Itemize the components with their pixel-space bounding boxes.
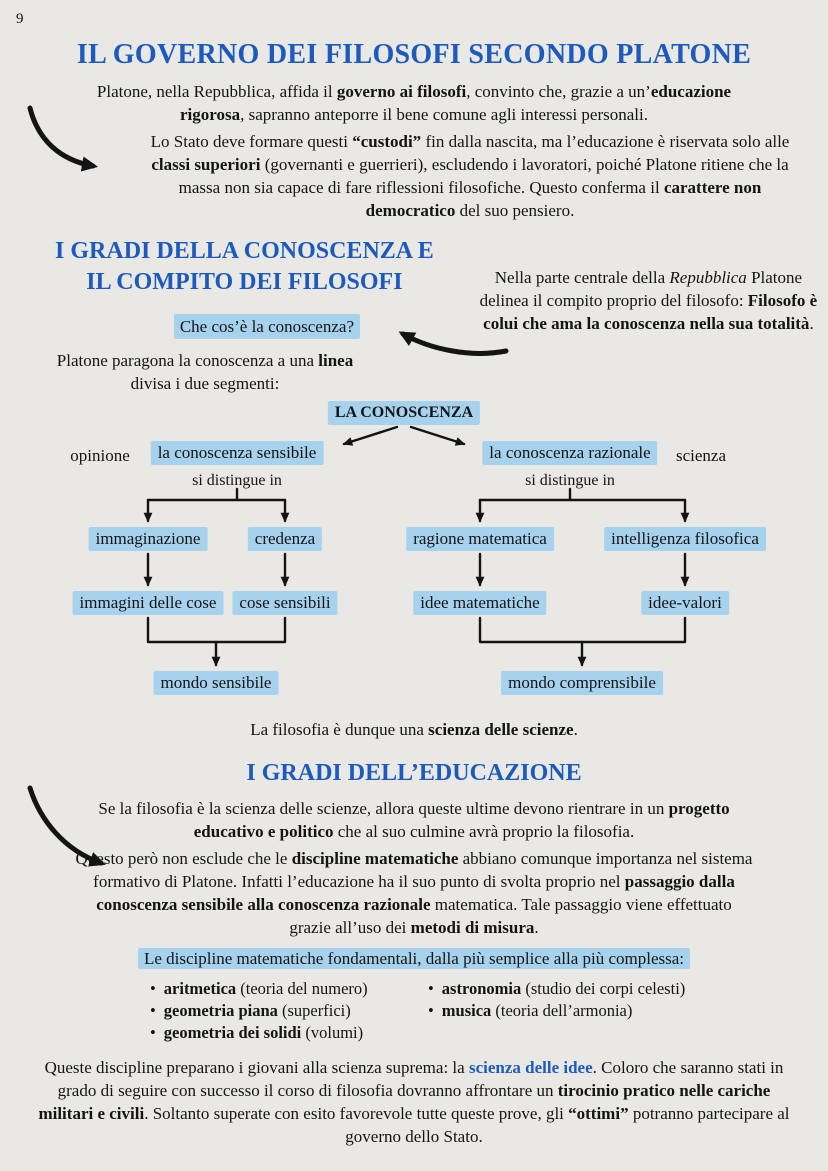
node-mondo-sensibile: mondo sensibile xyxy=(154,671,279,695)
line-comparison-note: Platone paragona la conoscenza a una linea divisa i due segmenti: xyxy=(56,351,354,393)
list-item-text: geometria piana (superfici) xyxy=(163,1001,351,1020)
question-highlight: Che cos’è la conoscenza? xyxy=(174,314,360,339)
label-opinione: opinione xyxy=(70,446,130,465)
label-si-distingue-in-left: si distingue in xyxy=(192,472,282,489)
list-item-text: aritmetica (teoria del numero) xyxy=(163,979,368,998)
node-intelligenza-filosofica: intelligenza filosofica xyxy=(604,527,766,551)
bullet-dot-icon: • xyxy=(150,1001,156,1020)
list-item xyxy=(150,1000,428,1022)
page-number: 9 xyxy=(16,11,24,27)
disciplines-list xyxy=(150,978,828,1044)
knowledge-heading xyxy=(10,236,479,298)
node-immaginazione: immaginazione xyxy=(89,527,208,551)
label-si-distingue-in-right: si distingue in xyxy=(525,472,615,489)
list-item-text: astronomia (studio dei corpi celesti) xyxy=(441,979,686,998)
knowledge-diagram xyxy=(0,399,828,704)
knowledge-heading-line2: IL COMPITO DEI FILOSOFI xyxy=(86,269,403,295)
node-mondo-comprensibile: mondo comprensibile xyxy=(501,671,663,695)
list-item-text: geometria dei solidi (volumi) xyxy=(163,1023,364,1042)
knowledge-section-right xyxy=(479,236,818,395)
philosopher-task-note: Nella parte centrale della Repubblica Platone delinea il compito proprio del filosofo: Filosofo è colui che ama la conoscenza nella sua totalità. xyxy=(479,268,818,333)
list-item xyxy=(428,1000,685,1022)
node-idee-valori: idee-valori xyxy=(641,591,729,615)
question-row xyxy=(10,314,479,339)
intro-paragraph-1: Platone, nella Repubblica, affida il governo ai filosofi, convinto che, grazie a un’educazione rigorosa, sapranno anteporre il bene comune agli interessi personali. xyxy=(96,82,732,124)
education-heading: I GRADI DELL’EDUCAZIONE xyxy=(246,760,582,786)
disciplines-highlight: Le discipline matematiche fondamentali, dalla più semplice alla più complessa: xyxy=(138,948,690,969)
node-immagini-delle-cose: immagini delle cose xyxy=(73,591,224,615)
list-item-text: musica (teoria dell’armonia) xyxy=(441,1001,633,1020)
list-item xyxy=(428,978,685,1000)
education-paragraph-2: Questo però non esclude che le discipline matematiche abbiano comunque importanza nel sistema formativo di Platone. Infatti l’educazione ha il suo punto di svolta proprio nel passaggio dalla conoscenza sensibile alla conoscenza razionale matematica. Tale passaggio viene effettuato grazie all’uso dei metodi di misura. xyxy=(75,849,753,937)
disciplines-right-column xyxy=(428,978,685,1044)
knowledge-heading-line1: I GRADI DELLA CONOSCENZA E xyxy=(55,238,434,264)
disciplines-highlight-row xyxy=(0,947,828,970)
education-paragraph-1: Se la filosofia è la scienza delle scienze, allora queste ultime devono rientrare in un progetto educativo e politico che al suo culmine avrà proprio la filosofia. xyxy=(98,799,730,841)
bullet-dot-icon: • xyxy=(150,1023,156,1042)
bullet-dot-icon: • xyxy=(428,979,434,998)
page-title: IL GOVERNO DEI FILOSOFI SECONDO PLATONE xyxy=(76,39,752,70)
diagram-caption: La filosofia è dunque una scienza delle scienze. xyxy=(250,720,578,739)
node-ragione-matematica: ragione matematica xyxy=(406,527,554,551)
label-scienza: scienza xyxy=(675,446,727,465)
closing-paragraph: Queste discipline preparano i giovani alla scienza suprema: la scienza delle idee. Coloro che saranno stati in grado di seguire con successo il corso di filosofia dovranno affrontare un tirocinio pratico nelle cariche militari e civili. Soltanto superate con esito favorevole tutte queste prove, gli “ottimi” potranno partecipare al governo dello Stato. xyxy=(38,1058,790,1146)
list-item xyxy=(150,1022,428,1044)
node-credenza: credenza xyxy=(248,527,322,551)
node-idee-matematiche: idee matematiche xyxy=(413,591,546,615)
bullet-dot-icon: • xyxy=(150,979,156,998)
node-conoscenza-sensibile: la conoscenza sensibile xyxy=(151,441,324,465)
node-cose-sensibili: cose sensibili xyxy=(232,591,337,615)
bullet-dot-icon: • xyxy=(428,1001,434,1020)
node-conoscenza-razionale: la conoscenza razionale xyxy=(482,441,657,465)
knowledge-section-left xyxy=(10,236,479,395)
knowledge-section xyxy=(0,236,828,395)
disciplines-left-column xyxy=(150,978,428,1044)
intro-paragraph-2: Lo Stato deve formare questi “custodi” fin dalla nascita, ma l’educazione è riservata solo alle classi superiori (governanti e guerrieri), escludendo i lavoratori, poiché Platone ritiene che la massa non sia capace di fare riflessioni filosofiche. Questo conferma il carattere non democratico del suo pensiero. xyxy=(150,132,790,220)
list-item xyxy=(150,978,428,1000)
node-la-conoscenza: LA CONOSCENZA xyxy=(328,401,480,425)
